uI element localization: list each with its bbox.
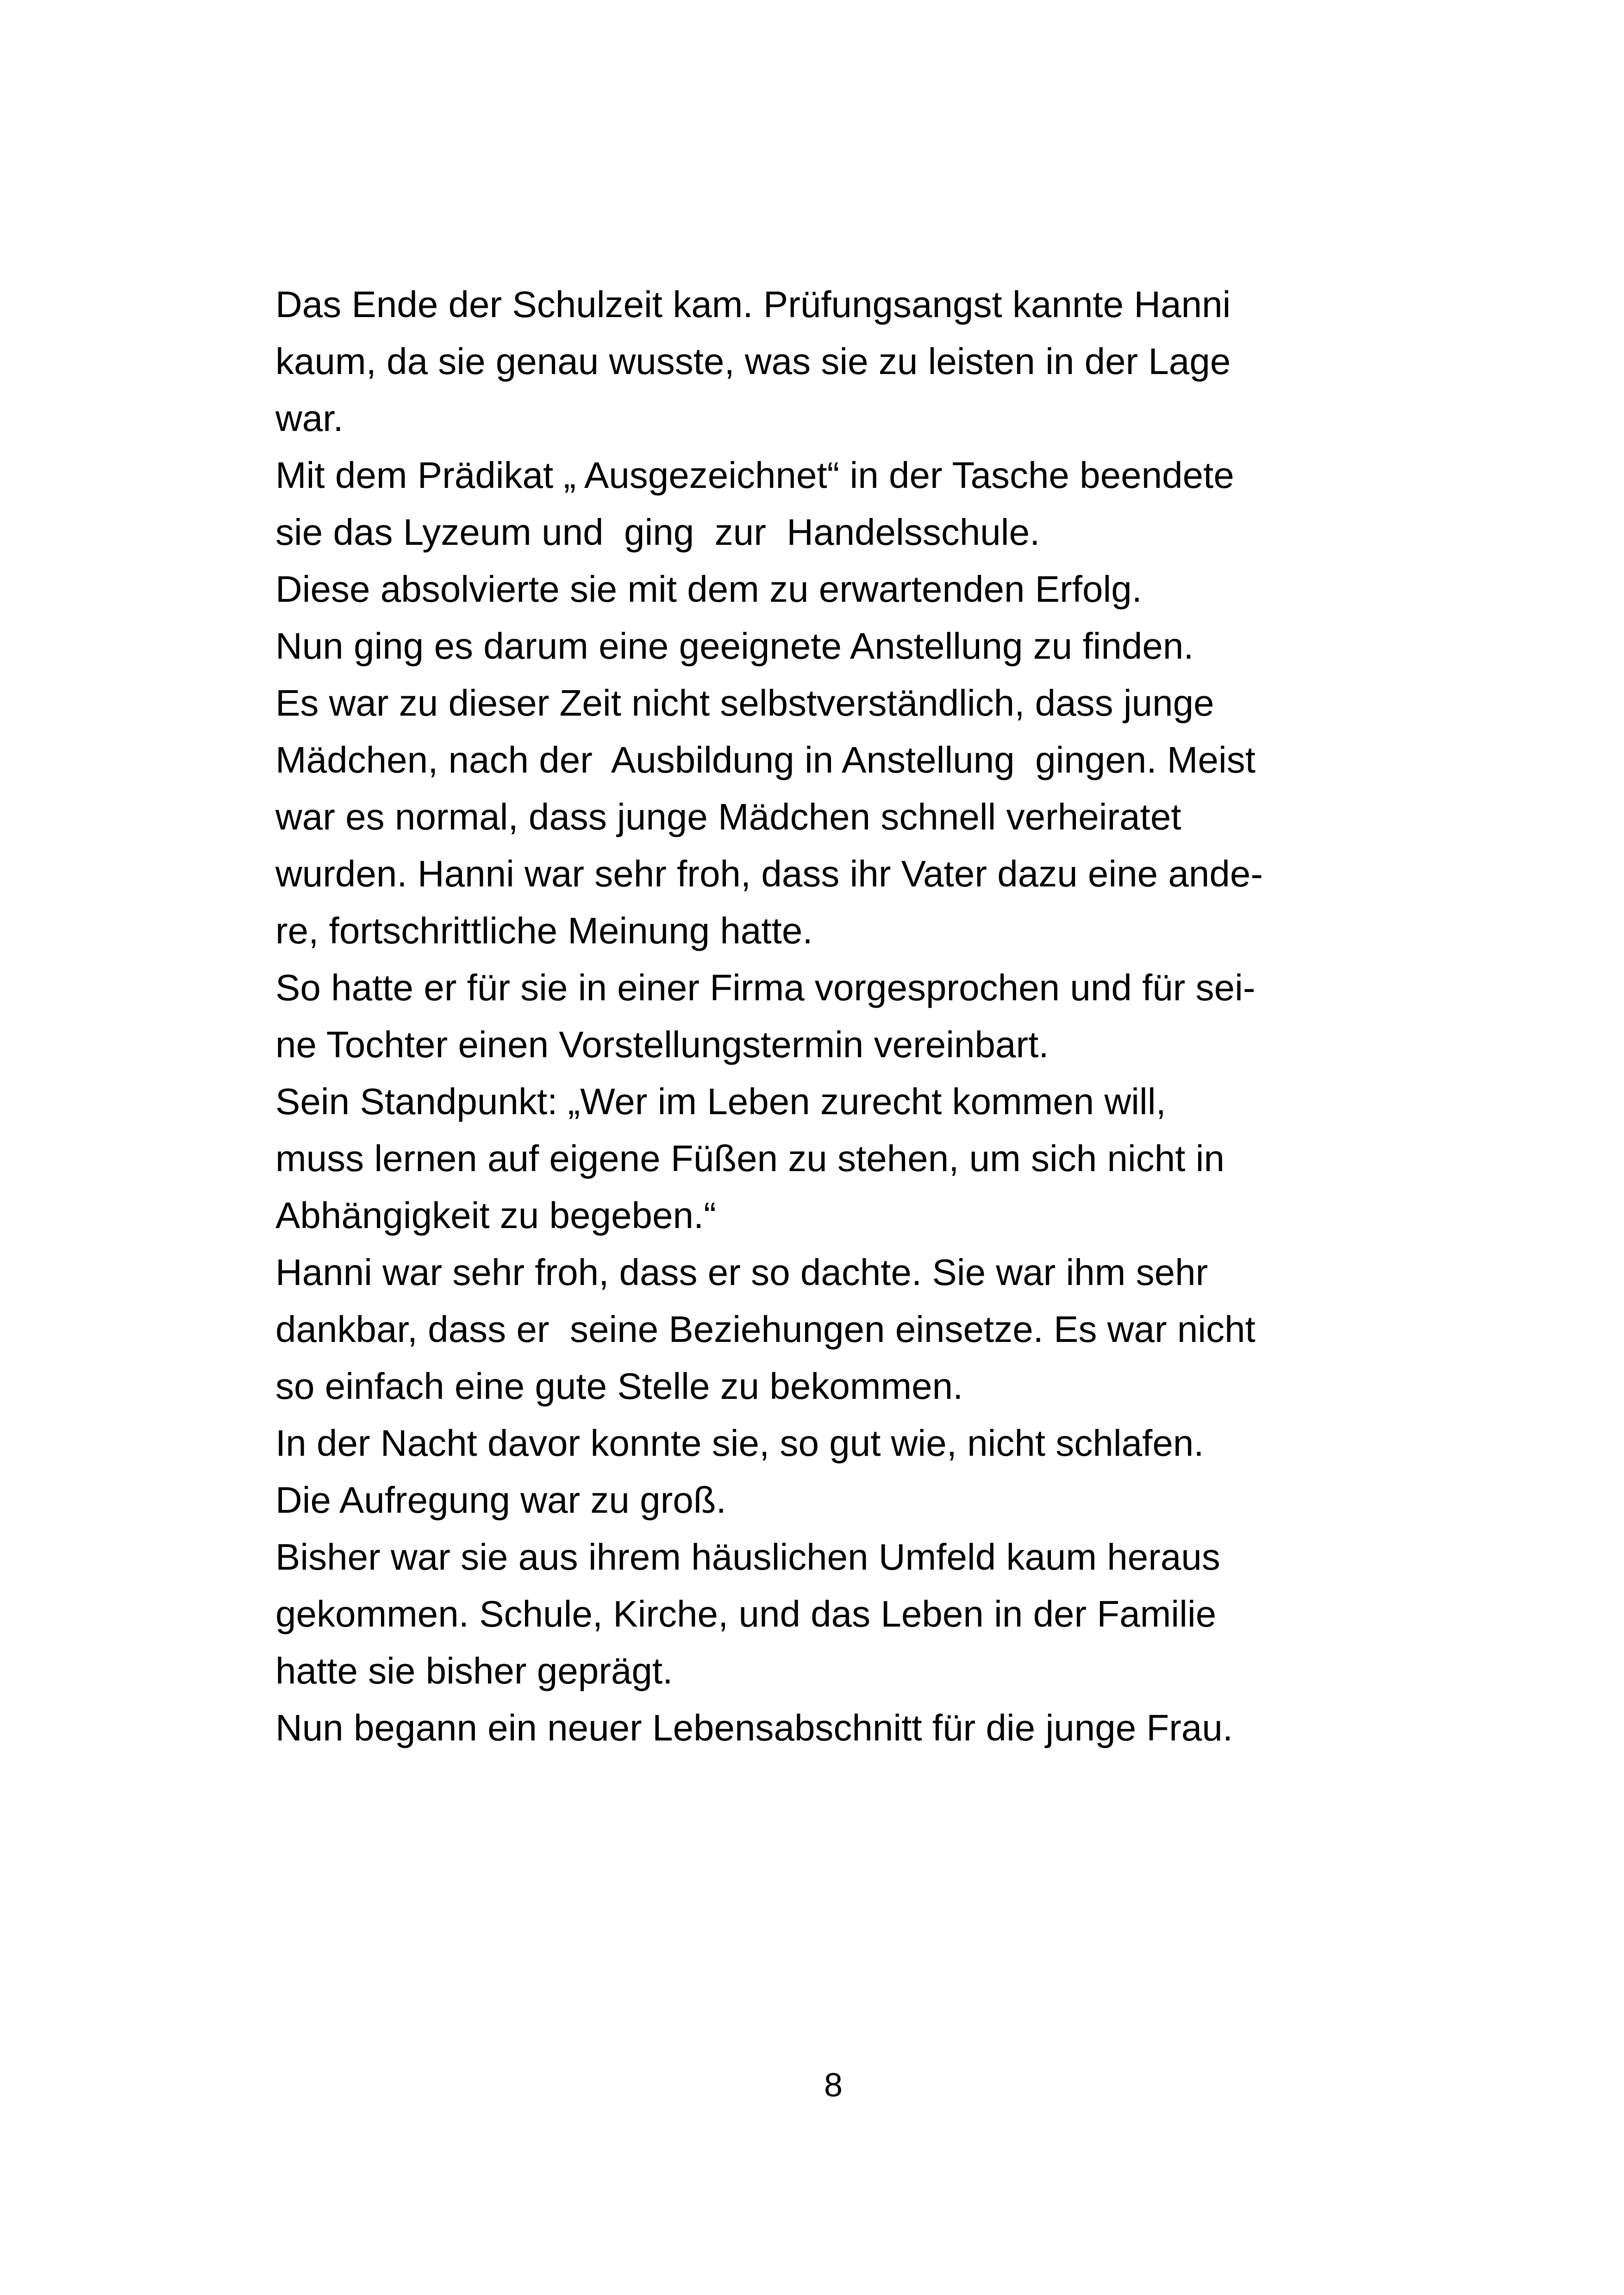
text-line: wurden. Hanni war sehr froh, dass ihr Vater dazu eine ande- <box>275 853 1263 894</box>
text-line: Hanni war sehr froh, dass er so dachte. Sie war ihm sehr <box>275 1252 1208 1293</box>
text-line: Bisher war sie aus ihrem häuslichen Umfeld kaum heraus <box>275 1536 1220 1578</box>
text-line: war es normal, dass junge Mädchen schnell verheiratet <box>275 796 1181 837</box>
text-line: gekommen. Schule, Kirche, und das Leben in der Familie <box>275 1593 1217 1634</box>
page-number: 8 <box>824 2067 843 2104</box>
text-line: Sein Standpunkt: „Wer im Leben zurecht kommen will, <box>275 1081 1166 1122</box>
text-line: Es war zu dieser Zeit nicht selbstverständlich, dass junge <box>275 682 1214 723</box>
text-line: Nun ging es darum eine geeignete Anstellung zu finden. <box>275 625 1194 667</box>
text-line: In der Nacht davor konnte sie, so gut wie, nicht schlafen. <box>275 1422 1204 1464</box>
body-text <box>275 276 1433 1756</box>
text-line: Mit dem Prädikat „ Ausgezeichnet“ in der Tasche beendete <box>275 455 1234 496</box>
text-line: Abhängigkeit zu begeben.“ <box>275 1195 716 1236</box>
text-line: Nun begann ein neuer Lebensabschnitt für die junge Frau. <box>275 1707 1233 1748</box>
text-line: muss lernen auf eigene Füßen zu stehen, um sich nicht in <box>275 1138 1224 1179</box>
text-line: dankbar, dass er seine Beziehungen einsetze. Es war nicht <box>275 1309 1255 1350</box>
text-line: Die Aufregung war zu groß. <box>275 1479 726 1521</box>
text-line: Mädchen, nach der Ausbildung in Anstellung gingen. Meist <box>275 739 1255 780</box>
text-line: Das Ende der Schulzeit kam. Prüfungsangst kannte Hanni <box>275 284 1231 325</box>
text-line: Diese absolvierte sie mit dem zu erwartenden Erfolg. <box>275 568 1142 610</box>
text-line: sie das Lyzeum und ging zur Handelsschule. <box>275 511 1040 553</box>
text-line: war. <box>275 398 344 439</box>
text-line: hatte sie bisher geprägt. <box>275 1650 673 1691</box>
text-line: ne Tochter einen Vorstellungstermin vereinbart. <box>275 1024 1049 1065</box>
text-line: So hatte er für sie in einer Firma vorgesprochen und für sei- <box>275 967 1255 1008</box>
text-line: so einfach eine gute Stelle zu bekommen. <box>275 1366 963 1407</box>
text-line: re, fortschrittliche Meinung hatte. <box>275 910 813 951</box>
text-line: kaum, da sie genau wusste, was sie zu leisten in der Lage <box>275 341 1231 382</box>
